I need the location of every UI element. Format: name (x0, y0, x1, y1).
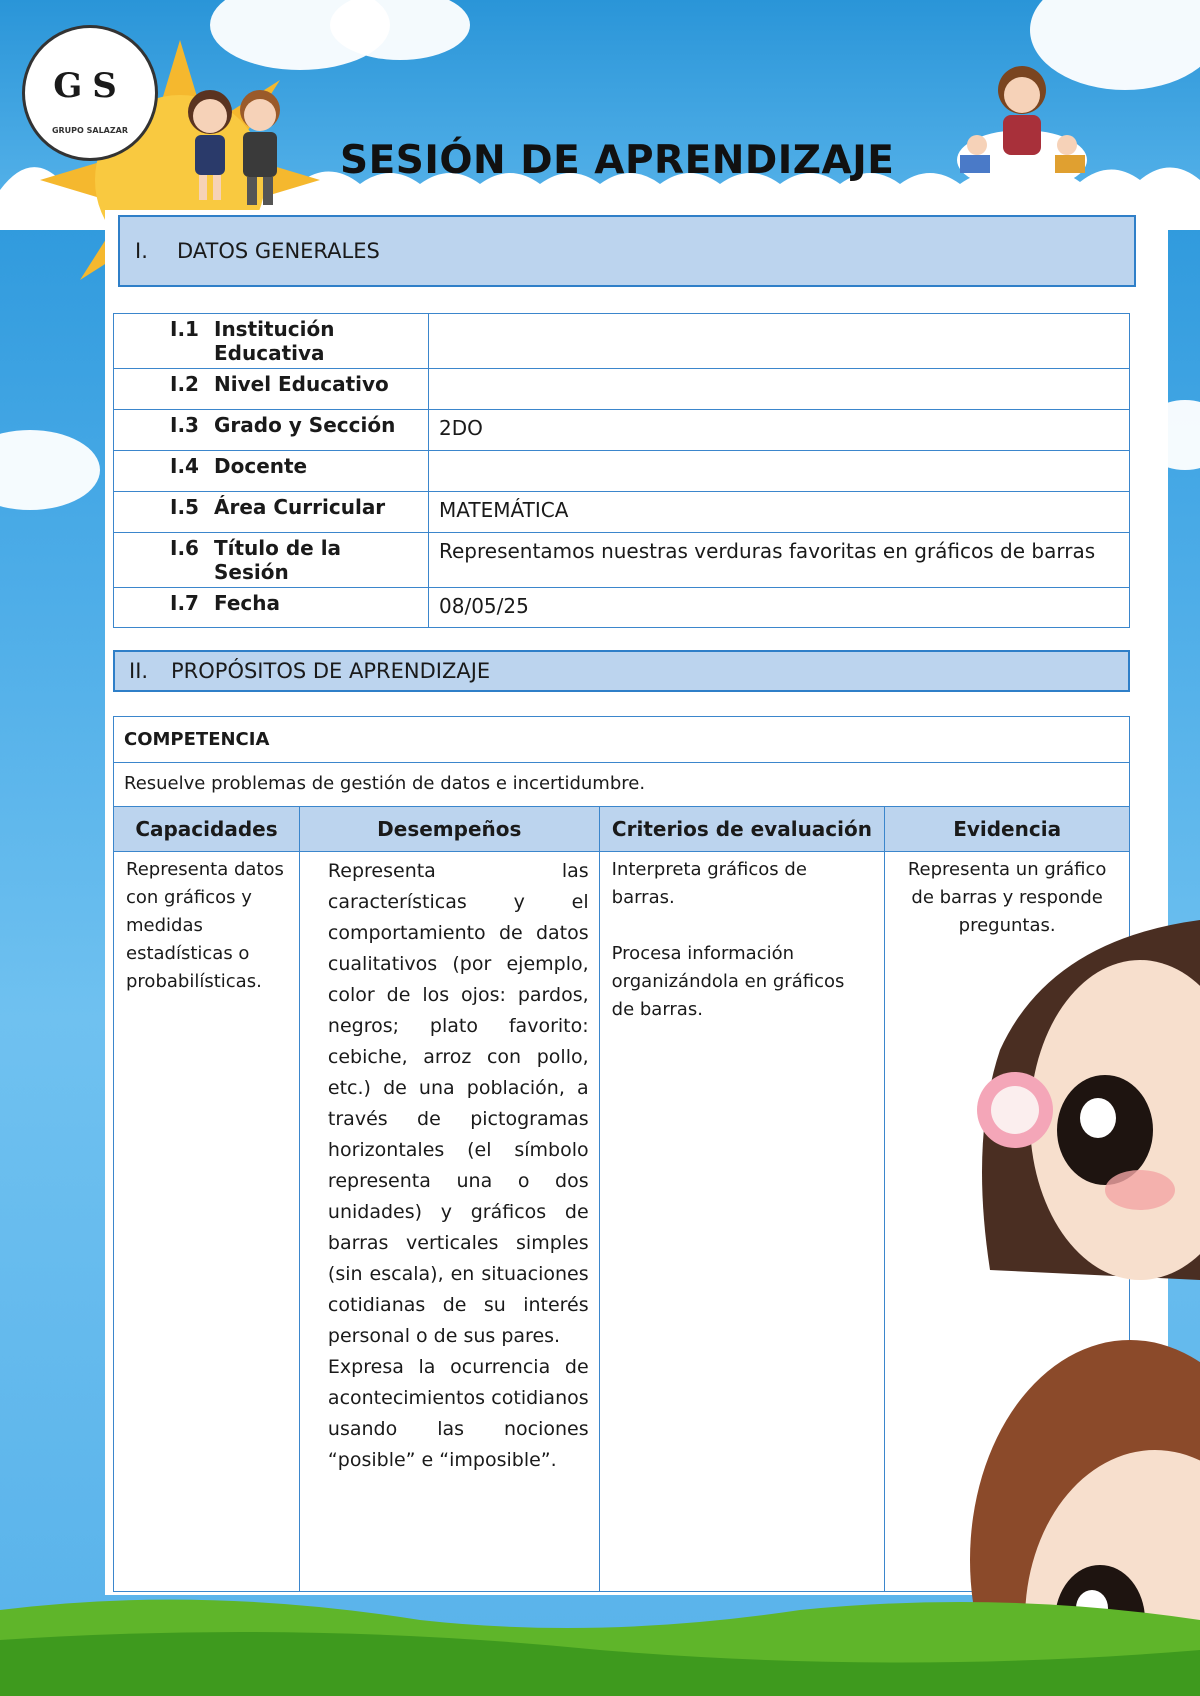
row-number: I.1 (170, 317, 199, 341)
section-title: PROPÓSITOS DE APRENDIZAJE (171, 659, 491, 683)
row-value: Representamos nuestras verduras favoritas en gráficos de barras (429, 533, 1130, 588)
cloud-shape (0, 430, 100, 510)
column-header: Desempeños (299, 807, 599, 852)
competencia-label: COMPETENCIA (114, 717, 1130, 763)
table-row (114, 410, 1130, 451)
datos-generales-table (113, 313, 1130, 628)
row-number: I.5 (170, 495, 199, 519)
column-header: Capacidades (114, 807, 300, 852)
criterios-cell (599, 852, 885, 1592)
logo-letters: GS (53, 66, 127, 106)
desempeno-text: Representa las características y el comportamiento de datos cualitativos (por ejemplo, color de los ojos: pardos, negros; plato favorito: cebiche, arroz con pollo, etc.) de una población, a través de pictogramas horizontales (el símbolo representa una o dos unidades) y gráficos de barras verticales simples (sin escala), en situaciones cotidianas de su interés personal o de sus pares. (327, 860, 589, 1347)
section-datos-generales-header (118, 215, 1136, 287)
row-value (429, 451, 1130, 492)
row-label (114, 533, 429, 588)
table-row (114, 369, 1130, 410)
row-number: I.3 (170, 413, 199, 437)
row-label-text: Institución Educativa (214, 317, 335, 365)
table-row (114, 451, 1130, 492)
row-label-text: Grado y Sección (214, 413, 396, 437)
row-label (114, 369, 429, 410)
row-label (114, 492, 429, 533)
column-header: Criterios de evaluación (599, 807, 885, 852)
row-label-text: Docente (214, 454, 308, 478)
row-value (429, 314, 1130, 369)
table-row (114, 492, 1130, 533)
table-row (114, 763, 1130, 807)
row-number: I.4 (170, 454, 199, 478)
row-label (114, 314, 429, 369)
kids-illustration (175, 80, 300, 210)
row-label (114, 451, 429, 492)
row-number: I.6 (170, 536, 199, 560)
row-number: I.2 (170, 372, 199, 396)
spacer (612, 912, 873, 940)
row-label-text: Nivel Educativo (214, 372, 389, 396)
capacidades-cell: Representa datos con gráficos y medidas estadísticas o probabilísticas. (114, 852, 300, 1592)
page-title: SESIÓN DE APRENDIZAJE (340, 138, 895, 183)
teacher-illustration (955, 60, 1090, 190)
desempeno-text: Expresa la ocurrencia de acontecimientos cotidianos usando las nociones “posible” e “imposible”. (327, 1356, 589, 1471)
table-row (114, 588, 1130, 628)
row-value: MATEMÁTICA (429, 492, 1130, 533)
table-header-row (114, 807, 1130, 852)
row-value: 2DO (429, 410, 1130, 451)
criterio-text: Procesa información organizándola en gráficos de barras. (611, 943, 845, 1020)
row-value: 08/05/25 (429, 588, 1130, 628)
row-label-text: Área Curricular (214, 495, 386, 519)
row-value (429, 369, 1130, 410)
logo-subtitle: GRUPO SALAZAR (51, 126, 129, 135)
logo (22, 25, 158, 161)
row-number: I.7 (170, 591, 199, 615)
row-label-text: Título de la Sesión (214, 536, 342, 584)
row-label (114, 588, 429, 628)
column-header: Evidencia (885, 807, 1130, 852)
section-number: I. (135, 239, 148, 263)
desempenos-cell (299, 852, 599, 1592)
table-row (114, 533, 1130, 588)
evidencia-cell: Representa un gráfico de barras y responde preguntas. (885, 852, 1130, 1592)
criterio-text: Interpreta gráficos de barras. (611, 859, 807, 908)
table-row (114, 314, 1130, 369)
row-label (114, 410, 429, 451)
grass-ground (0, 1580, 1200, 1696)
table-row (114, 717, 1130, 763)
section-number: II. (129, 659, 149, 683)
section-title: DATOS GENERALES (177, 239, 380, 263)
section-propositos-header (113, 650, 1130, 692)
competencia-text: Resuelve problemas de gestión de datos e incertidumbre. (114, 763, 1130, 807)
row-label-text: Fecha (214, 591, 281, 615)
